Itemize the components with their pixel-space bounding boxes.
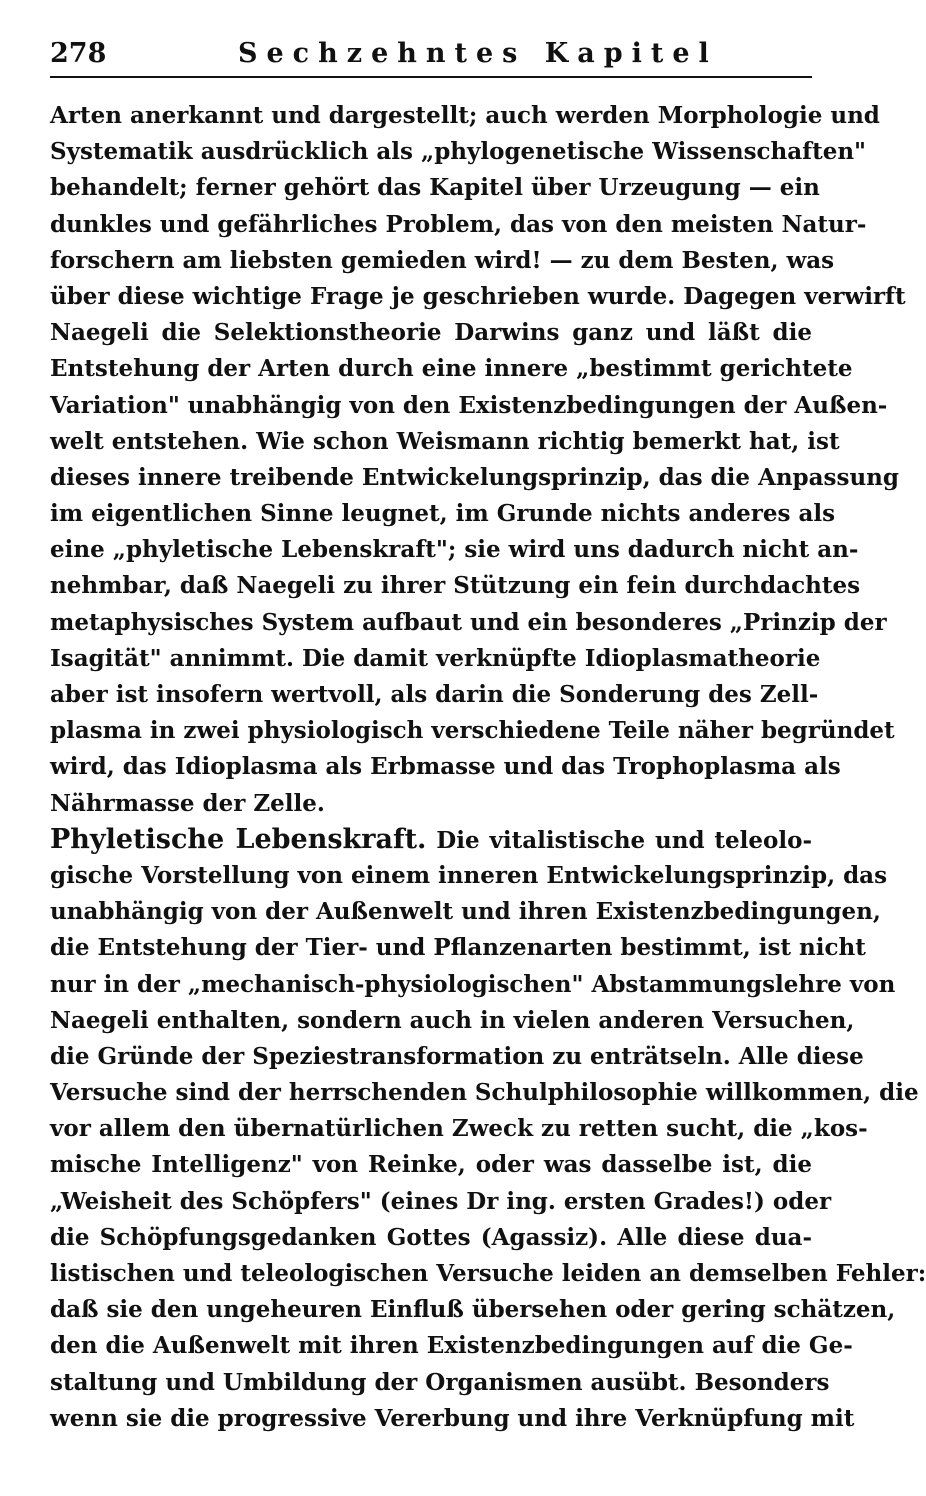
text-line: nehmbar, daß Naegeli zu ihrer Stützung ein fein durchdachtes	[50, 572, 861, 600]
text-line: Entstehung der Arten durch eine innere „bestimmt gerichtete	[50, 355, 853, 383]
text-line: Versuche sind der herrschenden Schulphilosophie willkommen, die	[50, 1079, 919, 1107]
paragraph-1	[50, 98, 906, 822]
text-line: Isagität" annimmt. Die damit verknüpfte Idioplasmatheorie	[50, 644, 821, 672]
text-line: Systematik ausdrücklich als „phylogenetische Wissenschaften"	[50, 138, 867, 166]
text-line: daß sie den ungeheuren Einfluß übersehen oder gering schätzen,	[50, 1296, 896, 1324]
page-header	[50, 38, 812, 74]
text-line: wenn sie die progressive Vererbung und ihre Verknüpfung mit	[50, 1404, 855, 1432]
text-line: staltung und Umbildung der Organismen ausübt. Besonders	[50, 1368, 830, 1396]
text-line: nur in der „mechanisch-physiologischen" Abstammungslehre von	[50, 970, 896, 998]
text-line: behandelt; ferner gehört das Kapitel über Urzeugung — ein	[50, 174, 820, 202]
text-line: Nährmasse der Zelle.	[50, 789, 325, 817]
text-line: die Entstehung der Tier- und Pflanzenarten bestimmt, ist nicht	[50, 934, 866, 962]
text-line: unabhängig von der Außenwelt und ihren Existenzbedingungen,	[50, 898, 881, 926]
text-line: forschern am liebsten gemieden wird! — zu dem Besten, was	[50, 246, 835, 274]
text-line: welt entstehen. Wie schon Weismann richtig bemerkt hat, ist	[50, 427, 840, 455]
text-line: „Weisheit des Schöpfers" (eines Dr ing. ersten Grades!) oder	[50, 1187, 832, 1215]
section-first-line-text: Die vitalistische und teleolo-	[426, 826, 813, 854]
text-line: aber ist insofern wertvoll, als darin die Sonderung des Zell-	[50, 681, 819, 708]
text-line: den die Außenwelt mit ihren Existenzbedingungen auf die Ge-	[50, 1332, 853, 1360]
text-line: gische Vorstellung von einem inneren Entwickelungsprinzip, das	[50, 861, 888, 889]
text-line: über diese wichtige Frage je geschrieben wurde. Dagegen verwirft	[50, 282, 906, 310]
text-line: die Gründe der Speziestransformation zu enträtseln. Alle diese	[50, 1042, 864, 1070]
text-line: Variation" unabhängig von den Existenzbedingungen der Außen-	[50, 391, 888, 419]
text-line: listischen und teleologischen Versuche leiden an demselben Fehler:	[50, 1260, 926, 1287]
text-line: wird, das Idioplasma als Erbmasse und das Trophoplasma als	[50, 753, 841, 781]
text-line: die Schöpfungsgedanken Gottes (Agassiz). Alle diese dua-	[50, 1223, 812, 1251]
header-rule	[50, 76, 812, 78]
text-line: mische Intelligenz" von Reinke, oder was dasselbe ist, die	[50, 1151, 812, 1179]
text-line: plasma in zwei physiologisch verschiedene Teile näher begründet	[50, 717, 895, 745]
text-line: im eigentlichen Sinne leugnet, im Grunde nichts anderes als	[50, 500, 836, 528]
section-first-line	[50, 822, 812, 858]
text-line: Naegeli enthalten, sondern auch in vielen anderen Versuchen,	[50, 1006, 855, 1034]
text-line: vor allem den übernatürlichen Zweck zu retten sucht, die „kos-	[50, 1115, 868, 1143]
running-title: Sechzehntes Kapitel	[238, 38, 718, 69]
text-line: Naegeli die Selektionstheorie Darwins ganz und läßt die	[50, 319, 812, 347]
section-heading: Phyletische Lebenskraft.	[50, 823, 427, 855]
text-line: metaphysisches System aufbaut und ein besonderes „Prinzip der	[50, 608, 887, 636]
section-phyletische-lebenskraft	[50, 822, 926, 1437]
text-line: Arten anerkannt und dargestellt; auch werden Morphologie und	[50, 102, 880, 129]
text-line: eine „phyletische Lebenskraft"; sie wird uns dadurch nicht an-	[50, 536, 859, 564]
body-text	[50, 98, 926, 1437]
page-number: 278	[50, 38, 107, 69]
text-line: dieses innere treibende Entwickelungsprinzip, das die Anpassung	[50, 463, 899, 491]
text-line: dunkles und gefährliches Problem, das von den meisten Natur-	[50, 210, 867, 238]
